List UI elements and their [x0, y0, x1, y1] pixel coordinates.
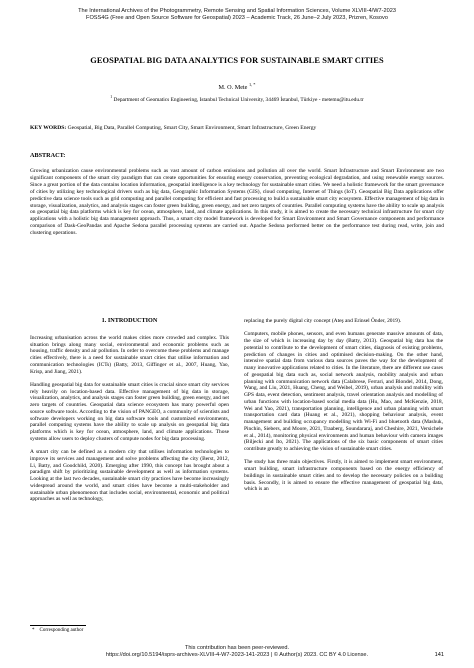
footnote-mark: * — [32, 628, 35, 633]
affiliation — [30, 97, 444, 103]
footnote-text: Corresponding author — [39, 628, 84, 633]
right-column — [244, 318, 443, 500]
section-heading-introduction: 1. INTRODUCTION — [101, 317, 158, 324]
paragraph: Handling geospatial big data for sustainable smart cities is crucial since smart city services rely heavily on location-based data. Effective management of big data in storage, visualization, analytics, and analysis stages can foster green building, green energy, and net zero targets of countries. Geospatial data science ecosystem has many powerful open source software tools. According to the vision of PANGEO, a community of scientists and software developers working on big data software tools and customized environments, parallel computing systems have the ability to scale up analysis on geospatial big data platforms which is key for ocean, atmosphere, land, and climate applications. Those systems allow users to deploy clusters of compute nodes for big data processing. — [30, 381, 229, 442]
affiliation-mark: 1 — [110, 95, 113, 100]
footnote-divider — [30, 625, 86, 626]
page-number: 141 — [434, 652, 444, 658]
abstract-body: Growing urbanization cause environmental problems such as vast amount of carbon emissions and pollution all over the world. Smart Infrastructure and Smart Environment are two significant components of the smart city paradigm that can create opportunities for ensuring energy conservation, preventing ecological degradation, and using renewable energy sources. Since a great portion of the data contains location information, geospatial intelligence is a key technology for sustainable smart cities. We need a holistic framework for the smart governance of cities by utilizing key technological drivers such as big data, Geographic Information Systems (GIS), cloud computing, Internet of Things (IoT). Geospatial Big Data applications offer predictive data science tools such as grid computing and parallel computing for efficient and fast processing to build a sustainable smart city ecosystem. Effective management of big data in storage, visualization, analytics, and analysis stages can foster green building, green energy, and net zero targets of countries. Parallel computing systems have the ability to scale up analysis on geospatial big data platforms which is key for ocean, atmosphere, land, and climate applications. In this study, it is aimed to create the necessary technical infrastructure for smart city applications with a holistic big data management approach. Thus, a smart city model framework is developed for Smart Environment and Smart Governance components and performance comparison of Dask-GeoPandas and Apache Sedona parallel processing systems are carried out. Apache Sedona performed better on the performance test during read, write, join and clustering operations. — [30, 168, 444, 237]
keywords-label: KEY WORDS: — [30, 125, 67, 131]
footnote — [32, 628, 83, 633]
author-line — [30, 81, 444, 91]
running-header — [30, 8, 444, 22]
author-name: M. O. Mete — [218, 84, 248, 91]
footer-review-note: This contribution has been peer-reviewed. — [184, 645, 290, 651]
paragraph: Computers, mobile phones, sensors, and even humans generate massive amounts of data, the size of which is increasing day by day (Batty, 2013). Geospatial big data has the potential to contribute to the development of smart cities, diagnosis of existing problems, prediction of changes in cities and optimised decision-making. On the other hand, intensive spatial data from various data sources paves the way for the development of many innovative applications related to cities. In the literature, there are different use cases of geospatial big data such as, social network analysis, mobility analysis and urban planning with communication network data (Calabrese, Ferrari, and Blondel, 2014, Dong, Wang, and Liu, 2021, Huang, Cheng, and Weibel, 2019), urban analysis and mobility with GPS data, event detection, sentiment analysis, travel orientation analysis and modelling of urban functions with location-based social media data (Hu, Mao, and McKenzie, 2018, Wei and Yao, 2021), transportation planning, intelligence and urban planning with smart transportation card data (Huang et al., 2021), shopping behaviour analysis, event management and building occupancy modelling with Wi-Fi and bluetooth data (Mashuk, Pinchin, Siebers, and Moore, 2021, Traaberg, Soundararaj, and Cheshire, 2021, Versichele et al., 2014), monitoring physical environments and human behaviour with camera images (Biljecki and Ito, 2021). The applications of the six basic components of smart cities contribute greatly to achieving the vision of sustainable smart cities. — [244, 331, 443, 452]
author-marks: 1, * — [248, 81, 256, 87]
footer-doi-link[interactable]: https://doi.org/10.5194/isprs-archives-XLVIII-4-W7-2023-141-2023 | © Author(s) 2023. CC BY 4.0 License. — [105, 652, 369, 658]
header-line-2: FOSS4G (Free and Open Source Software for Geospatial) 2023 – Academic Track, 26 June–2 July 2023, Prizren, Kosovo — [86, 15, 388, 21]
abstract-heading: ABSTRACT: — [30, 152, 66, 159]
paragraph: replacing the purely digital city concept (Ateş and Erinsel Önder, 2019). — [244, 318, 402, 324]
affiliation-text: Department of Geomatics Engineering, Istanbul Technical University, 34469 İstanbul, Türkiye - metemu@itu.edu.tr — [113, 97, 364, 103]
keywords-text: Geospatial, Big Data, Parallel Computing, Smart City, Smart Environment, Smart Infrastructure, Green Energy — [67, 125, 317, 131]
paragraph: The study has three main objectives. Firstly, it is aimed to implement smart environment, smart building, smart infrastructure components based on the energy efficiency of buildings in sustainable smart cities and to develop the necessary policies on a building basis. Secondly, it is aimed to ensure the effective management of geospatial big data, which is an — [244, 459, 443, 493]
header-line-1: The International Archives of the Photogrammetry, Remote Sensing and Spatial Information Sciences, Volume XLVIII-4/W7-2023 — [78, 8, 396, 14]
left-column — [30, 318, 229, 510]
paragraph: Increasing urbanisation across the world makes cities more crowded and complex. This situation brings along many social, environmental and economic problems such as housing, traffic density and air pollution. In order to overcome these problems and manage cities effectively, there is a need for sustainable smart cities that utilise information and communication technologies (ICTs) (Batty, 2013, Giffinger et al., 2007, Huang, Yao, Krisp, and Jiang, 2021). — [30, 334, 229, 375]
page-footer — [30, 645, 444, 659]
paragraph: A smart city can be defined as a modern city that utilises information technologies to improve its services and management and solve problems affecting the city (Berst, 2012, Li, Batty, and Goodchild, 2020). Emerging after 1990, this concept has brought about a paradigm shift by prioritizing sustainable development as well as information systems. Looking at the last two decades, sustainable smart city practices have become increasingly widespread around the world, and smart cities have become a multi-stakeholder and sustainable urban phenomenon that includes social, environmental, economic and political approaches as well as technology, — [30, 449, 229, 503]
paper-title: GEOSPATIAL BIG DATA ANALYTICS FOR SUSTAINABLE SMART CITIES — [90, 56, 384, 65]
keywords — [30, 125, 444, 132]
